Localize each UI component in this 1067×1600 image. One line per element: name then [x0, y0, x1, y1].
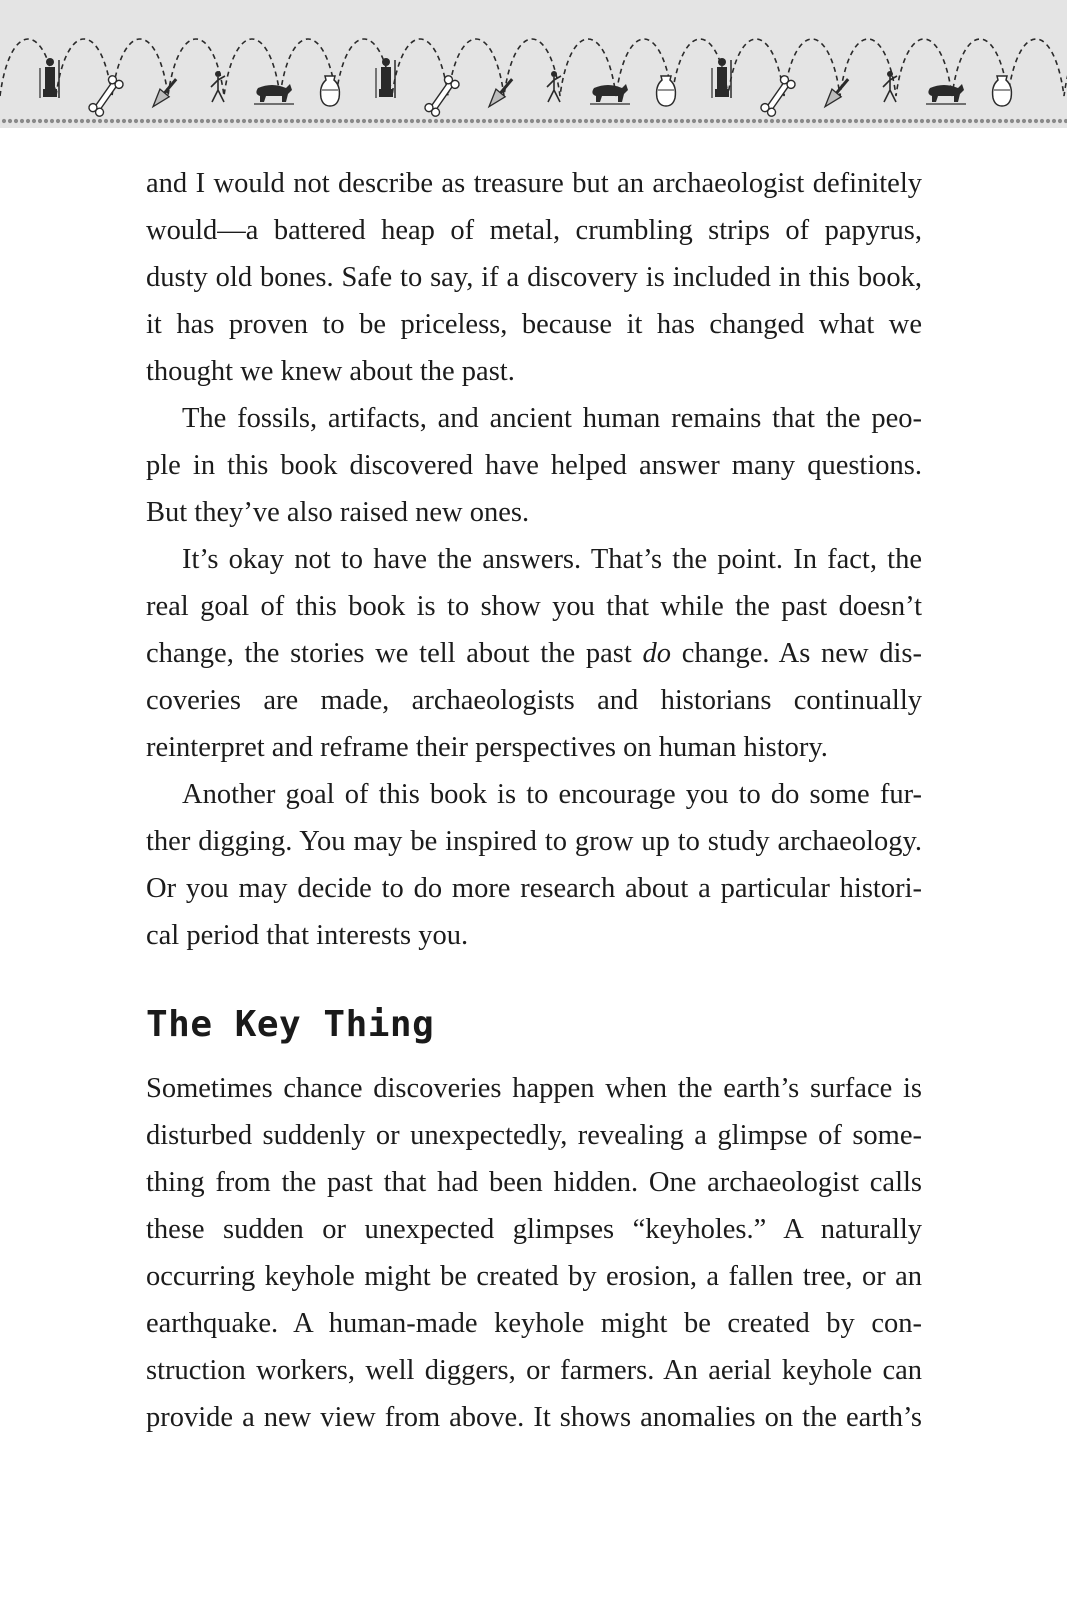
- text-line: ther digging. You may be inspired to grow up to study archaeology.: [146, 826, 922, 857]
- text-line: real goal of this book is to show you that while the past doesn’t: [146, 591, 922, 622]
- egyptian-figure-icon: [712, 58, 731, 98]
- trowel-icon: [820, 75, 852, 110]
- text-line: and I would not describe as treasure but an archaeologist definitely: [146, 168, 922, 199]
- text-line: ple in this book discovered have helped answer many questions.: [146, 450, 922, 481]
- text-line: Another goal of this book is to encourage you to do some fur-: [182, 779, 922, 810]
- text-line: earthquake. A human-made keyhole might be created by con-: [146, 1308, 922, 1339]
- text-line: reinterpret and reframe their perspectives on human history.: [146, 732, 828, 763]
- text-line: disturbed suddenly or unexpectedly, revealing a glimpse of some-: [146, 1120, 922, 1151]
- dotted-border-line: [2, 119, 1067, 123]
- stick-figure-icon: [211, 71, 225, 102]
- paragraph: [146, 395, 922, 536]
- text-line: would—a battered heap of metal, crumbling strips of papyrus,: [146, 215, 922, 246]
- page-body: [146, 160, 922, 1441]
- egyptian-figure-icon: [40, 58, 59, 98]
- dashed-wave-line: [0, 39, 1067, 96]
- text-line: thought we knew about the past.: [146, 356, 515, 387]
- text-line: cal period that interests you.: [146, 920, 469, 951]
- body-text-after-heading: [146, 1065, 922, 1441]
- text-line: The fossils, artifacts, and ancient human remains that the peo-: [182, 403, 922, 434]
- bull-icon: [254, 84, 294, 104]
- bone-icon: [423, 74, 460, 118]
- text-line: these sudden or unexpected glimpses “keyholes.” A naturally: [146, 1214, 922, 1245]
- urn-icon: [321, 76, 340, 106]
- text-line: It’s okay not to have the answers. That’s the point. In fact, the: [182, 544, 922, 575]
- bull-icon: [590, 84, 630, 104]
- text-line: Or you may decide to do more research about a particular histori-: [146, 873, 922, 904]
- text-line: Sometimes chance discoveries happen when the earth’s surface is: [146, 1073, 922, 1104]
- emphasis: do: [642, 638, 671, 669]
- egyptian-figure-icon: [376, 58, 395, 98]
- text-line: occurring keyhole might be created by erosion, a fallen tree, or an: [146, 1261, 922, 1292]
- text-line: But they’ve also raised new ones.: [146, 497, 530, 528]
- paragraph: [146, 160, 922, 395]
- bull-icon: [926, 84, 966, 104]
- paragraph: [146, 536, 922, 771]
- body-text-before-heading: [146, 160, 922, 959]
- paragraph: [146, 771, 922, 959]
- text-line: struction workers, well diggers, or farmers. An aerial keyhole can: [146, 1355, 922, 1386]
- urn-icon: [657, 76, 676, 106]
- text-line: thing from the past that had been hidden. One archaeologist calls: [146, 1167, 922, 1198]
- header-motif-border: [0, 0, 1067, 128]
- bone-icon: [87, 74, 124, 118]
- text-line: provide a new view from above. It shows anomalies on the earth’s: [146, 1402, 922, 1433]
- bone-icon: [759, 74, 796, 118]
- trowel-icon: [148, 75, 180, 110]
- stick-figure-icon: [883, 71, 897, 102]
- trowel-icon: [484, 75, 516, 110]
- text-line: coveries are made, archaeologists and historians continually: [146, 685, 922, 716]
- text-line: change, the stories we tell about the past do change. As new dis-: [146, 638, 923, 669]
- decorative-header-band: [0, 0, 1067, 128]
- paragraph: [146, 1065, 922, 1441]
- urn-icon: [993, 76, 1012, 106]
- text-line: dusty old bones. Safe to say, if a discovery is included in this book,: [146, 262, 922, 293]
- text-line: it has proven to be priceless, because it has changed what we: [146, 309, 922, 340]
- section-heading: The Key Thing: [146, 1004, 435, 1045]
